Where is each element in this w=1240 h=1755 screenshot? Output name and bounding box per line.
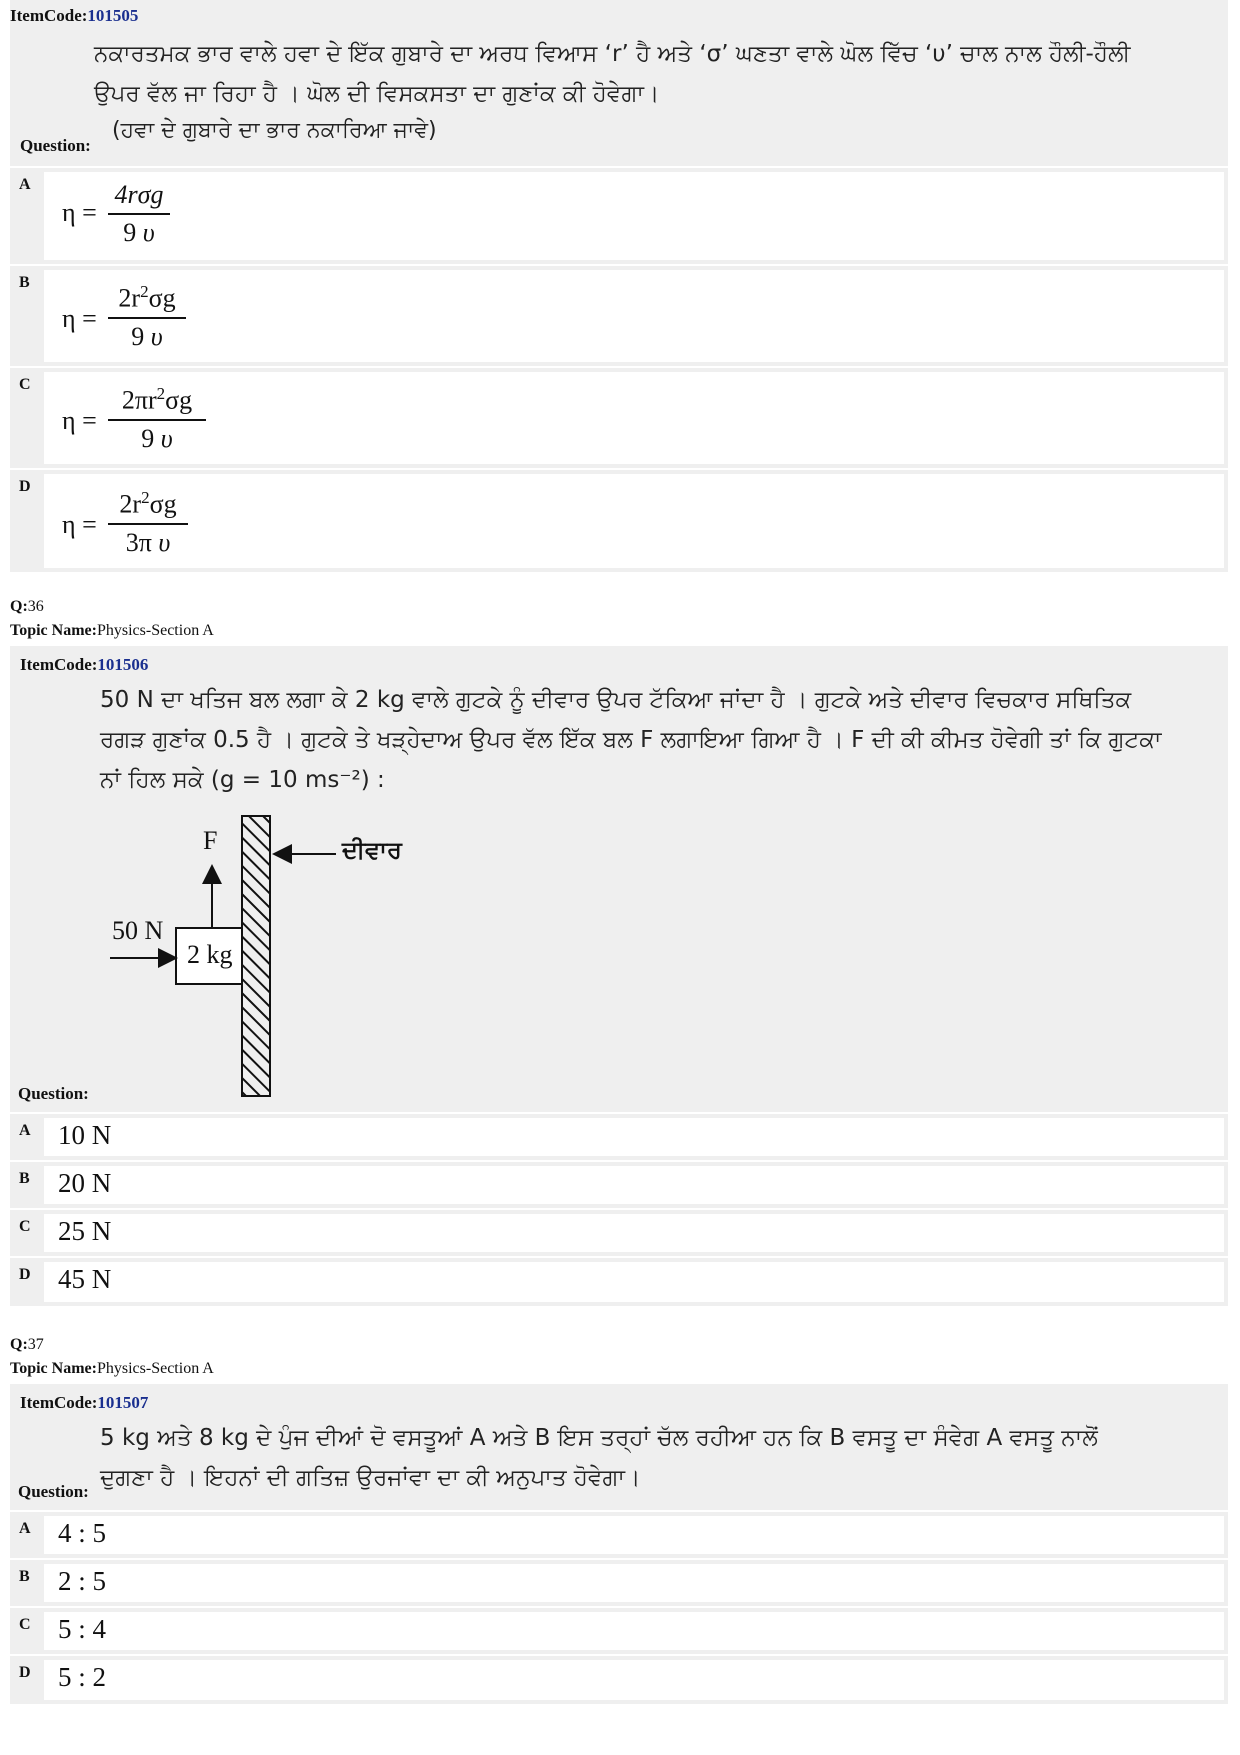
q36-option-b[interactable] <box>10 1162 1228 1208</box>
q-number: 36 <box>27 598 44 615</box>
block-mass-label: 2 kg <box>187 940 233 969</box>
q37-stem-line1: 5 kg ਅਤੇ 8 kg ਦੇ ਪੁੰਜ ਦੀਆਂ ਦੋ ਵਸਤੂਆਂ A ਅਤੇ B ਇਸ ਤਰ੍ਹਾਂ ਚੱਲ ਰਹੀਆ ਹਨ ਕਿ B ਵਸਤੂ ਦਾ ਸੰਵੇਗ A ਵਸਤੂ ਨਾਲੋਂ <box>100 1425 1098 1451</box>
option-value: 45 N <box>58 1264 112 1294</box>
q36-stem-line2: ਰਗੜ ਗੁਣਾਂਕ 0.5 ਹੈ । ਗੁਟਕੇ ਤੇ ਖੜ੍ਹੇਦਾਅ ਉਪਰ ਵੱਲ ਇੱਕ ਬਲ F ਲਗਾਇਆ ਗਿਆ ਹੈ । F ਦੀ ਕੀ ਕੀਮਤ ਹੋਵੇਗੀ ਤਾਂ ਕਿ ਗੁਟਕਾ <box>100 727 1162 753</box>
option-letter: D <box>19 478 31 495</box>
option-value: 4 : 5 <box>58 1518 107 1548</box>
q37-option-d[interactable] <box>10 1656 1228 1704</box>
q36-number <box>10 598 44 616</box>
q-label: Q: <box>10 598 28 615</box>
item-code-label: ItemCode: <box>20 655 98 674</box>
formula-denominator: 9 υ <box>131 321 163 351</box>
wall-label: ਦੀਵਾਰ <box>342 836 402 864</box>
formula-denominator: 9 υ <box>141 423 173 453</box>
formula-lhs: η = <box>62 304 97 333</box>
q37-item-code <box>20 1393 148 1413</box>
formula-fraction <box>108 282 186 352</box>
formula-lhs: η = <box>62 198 97 227</box>
q36-item-code <box>20 655 148 675</box>
topic-label: Topic Name: <box>10 622 97 639</box>
q37-stem-line2: ਦੁਗਣਾ ਹੈ । ਇਹਨਾਂ ਦੀ ਗਤਿਜ਼ ਉਰਜਾਂਵਾ ਦਾ ਕੀ ਅਨੁਪਾਤ ਹੋਵੇਗਾ। <box>100 1465 641 1491</box>
q37-option-b[interactable] <box>10 1560 1228 1606</box>
option-value: 25 N <box>58 1216 112 1246</box>
item-code-label: ItemCode: <box>20 1393 98 1412</box>
option-cell <box>44 474 1224 568</box>
q35-stem <box>94 34 1214 114</box>
formula-lhs: η = <box>62 510 97 539</box>
q35-question-label: Question: <box>20 136 91 155</box>
option-letter: B <box>19 1568 30 1585</box>
option-cell <box>44 1166 1224 1204</box>
option-cell <box>44 372 1224 464</box>
formula-numerator: $2r^2\sigma g$ <box>119 488 177 519</box>
option-value: 20 N <box>58 1168 112 1198</box>
option-value: 5 : 2 <box>58 1662 107 1692</box>
formula-numerator: $2\pi r^2\sigma g$ <box>121 384 193 415</box>
q35-option-a[interactable] <box>10 168 1228 264</box>
formula-denominator: 3π υ <box>125 527 171 557</box>
option-letter: D <box>19 1266 31 1283</box>
option-cell <box>44 1516 1224 1554</box>
option-letter: B <box>19 1170 30 1187</box>
q36-topic <box>10 622 214 640</box>
option-letter: A <box>19 1520 31 1537</box>
q36-question-label: Question: <box>18 1084 89 1103</box>
q37-stem <box>100 1418 1220 1498</box>
q37-question-label: Question: <box>18 1482 89 1501</box>
option-cell <box>44 1612 1224 1650</box>
q36-stem <box>100 680 1220 800</box>
option-cell <box>44 270 1224 362</box>
wall <box>242 816 270 1096</box>
formula-fraction <box>108 180 170 248</box>
q35-option-b[interactable] <box>10 266 1228 366</box>
q35-stem-line1: ਨਕਾਰਤਮਕ ਭਾਰ ਵਾਲੇ ਹਵਾ ਦੇ ਇੱਕ ਗੁਬਾਰੇ ਦਾ ਅਰਧ ਵਿਆਸ ‘r’ ਹੈ ਅਤੇ ‘σ’ ਘਣਤਾ ਵਾਲੇ ਘੋਲ ਵਿੱਚ ‘υ’ ਚਾਲ ਨਾਲ ਹੌਲੀ-ਹੌਲੀ <box>94 41 1131 67</box>
option-cell <box>44 172 1224 260</box>
option-letter: B <box>19 274 30 291</box>
q36-stem-line1: 50 N ਦਾ ਖਤਿਜ ਬਲ ਲਗਾ ਕੇ 2 kg ਵਾਲੇ ਗੁਟਕੇ ਨੂੰ ਦੀਵਾਰ ਉਪਰ ਟੱਕਿਆ ਜਾਂਦਾ ਹੈ । ਗੁਟਕੇ ਅਤੇ ਦੀਵਾਰ ਵਿਚਕਾਰ ਸਥਿਤਿਕ <box>100 687 1132 713</box>
q35-stem-line2: ਉਪਰ ਵੱਲ ਜਾ ਰਿਹਾ ਹੈ । ਘੋਲ ਦੀ ਵਿਸਕਸਤਾ ਦਾ ਗੁਣਾਂਕ ਕੀ ਹੋਵੇਗਾ। <box>94 81 660 107</box>
topic-label: Topic Name: <box>10 1360 97 1377</box>
item-code-number: 101506 <box>97 655 149 674</box>
q36-stem-line3: ਨਾਂ ਹਿਲ ਸਕੇ (g = 10 ms⁻²) : <box>100 767 385 793</box>
q35-item-code <box>10 6 138 26</box>
q-number: 37 <box>27 1336 44 1353</box>
topic-name: Physics-Section A <box>96 622 214 639</box>
q36-option-c[interactable] <box>10 1210 1228 1256</box>
option-cell <box>44 1262 1224 1302</box>
option-letter: C <box>19 1616 31 1633</box>
formula-fraction <box>108 384 206 454</box>
q36-option-d[interactable] <box>10 1258 1228 1306</box>
q37-topic <box>10 1360 214 1378</box>
option-cell <box>44 1118 1224 1156</box>
q37-option-c[interactable] <box>10 1608 1228 1654</box>
q37-option-a[interactable] <box>10 1512 1228 1558</box>
option-value: 10 N <box>58 1120 112 1150</box>
option-letter: A <box>19 1122 31 1139</box>
q35-stem-line3: (ਹਵਾ ਦੇ ਗੁਬਾਰੇ ਦਾ ਭਾਰ ਨਕਾਰਿਆ ਜਾਵੇ) <box>112 118 437 143</box>
formula-denominator: 9 υ <box>123 218 155 247</box>
q36-option-a[interactable] <box>10 1114 1228 1160</box>
q35-option-d[interactable] <box>10 470 1228 572</box>
formula-fraction <box>108 488 188 558</box>
option-letter: A <box>19 176 31 193</box>
option-letter: C <box>19 1218 31 1235</box>
force-f-label: F <box>203 826 218 855</box>
formula-numerator: 4rσg <box>114 180 164 209</box>
q35-option-c[interactable] <box>10 368 1228 468</box>
q-label: Q: <box>10 1336 28 1353</box>
option-value: 2 : 5 <box>58 1566 107 1596</box>
option-cell <box>44 1660 1224 1700</box>
topic-name: Physics-Section A <box>96 1360 214 1377</box>
formula-lhs: η = <box>62 406 97 435</box>
option-value: 5 : 4 <box>58 1614 107 1644</box>
formula-numerator: $2r^2\sigma g$ <box>118 282 176 313</box>
option-letter: C <box>19 376 31 393</box>
option-cell <box>44 1214 1224 1252</box>
item-code-number: 101507 <box>97 1393 149 1412</box>
q37-number <box>10 1336 44 1354</box>
option-cell <box>44 1564 1224 1602</box>
push-force-label: 50 N <box>112 916 164 945</box>
item-code-label: ItemCode: <box>10 6 88 25</box>
item-code-number: 101505 <box>87 6 139 25</box>
option-letter: D <box>19 1664 31 1681</box>
